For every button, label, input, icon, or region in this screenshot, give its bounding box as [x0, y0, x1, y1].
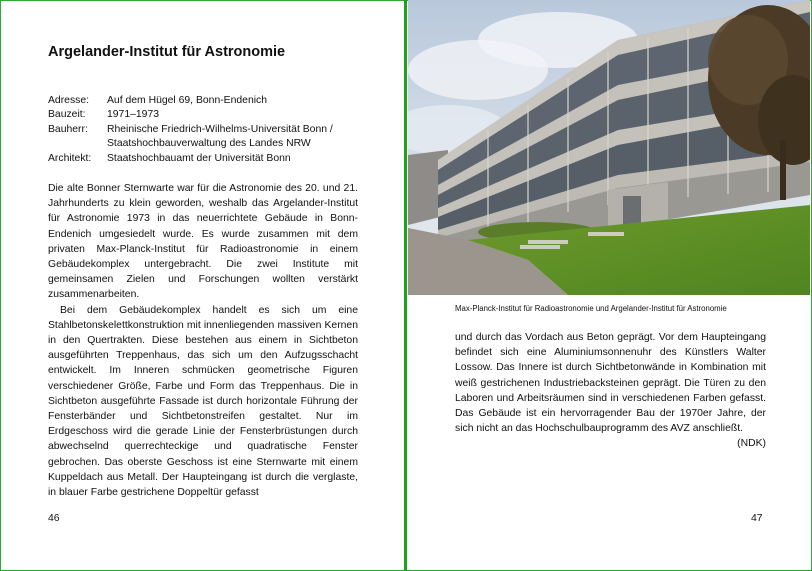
- fact-value: Auf dem Hügel 69, Bonn-Endenich: [107, 95, 268, 106]
- fact-row-client: [48, 123, 333, 152]
- fact-value: Rheinische Friedrich-Wilhelms-Universität Bonn / Staatshochbauverwaltung des Landes NRW: [107, 123, 333, 150]
- fact-label: Bauzeit:: [48, 109, 86, 121]
- fact-value: 1971–1973: [107, 109, 160, 121]
- fact-value: Staatshochbauamt der Universität Bonn: [107, 152, 291, 164]
- fact-label: Adresse:: [48, 95, 90, 106]
- right-body-text: [455, 330, 766, 452]
- building-photo: [408, 0, 810, 295]
- fact-row-construction-period: [48, 108, 333, 122]
- photo-caption: Max-Planck-Institut für Radioastronomie und Argelander-Institut für Astronomie: [455, 304, 727, 313]
- fact-label: Architekt:: [48, 152, 92, 164]
- book-spine: [404, 0, 407, 571]
- fact-row-address: [48, 94, 333, 108]
- left-page: [0, 0, 404, 571]
- fact-row-architect: [48, 152, 333, 166]
- body-paragraph: und durch das Vordach aus Beton geprägt. Vor dem Haupteingang befindet sich eine Aluminiumsonnenuhr des Künstlers Walter Lossow. Das Innere ist durch Sichtbetonwände in Kombination mit weiß gestrichenen Industriebacksteinen geprägt. Die Türen zu den Laboren und Arbeitsräumen sind in verschiedenen Farben gefasst. Das Gebäude ist ein hervorragender Bau der 1970er Jahre, der sich nicht an das Hochschulbauprogramm des AVZ anschließt.: [455, 332, 766, 435]
- left-body-text: [48, 181, 358, 500]
- fact-label: Bauherr:: [48, 123, 88, 135]
- page-number: 47: [751, 513, 763, 524]
- building-facts: [48, 94, 333, 166]
- body-paragraph: Die alte Bonner Sternwarte war für die Astronomie des 20. und 21. Jahrhunderts zu klein geworden, weshalb das Argelander-Institut für Astronomie 1973 in das neuerrichtete Gebäude in Bonn-Endenich umgesiedelt wurde. Es wurde zusammen mit dem privaten Max-Planck-Institut für Radioastronomie in einem Gebäudekomplex untergebracht. Die zwei Institute mit gemeinsamen Zielen und Forschungen wollten verstärkt zusammenarbeiten.: [48, 183, 358, 301]
- body-paragraph: Bei dem Gebäudekomplex handelt es sich um eine Stahlbetonskelettkonstruktion mit innenliegenden massiven Kernen in den Quertrakten. Diese bestehen aus einem in Sichtbeton ausgeführten Treppenhaus, das sich um den Aufzugsschacht entwickelt. Im Inneren schmücken geometrische Figuren verschiedener Größe, Farbe und Form das Treppenhaus. Die in Sichtbeton ausgeführte Fassade ist durch horizontale Führung der Fensterbänder und Sichtbetonstreifen gestaltet. Nur im Erdgeschoss wird die gerade Linie der Fensterbrüstungen durch abwechselnd querrechteckige und quadratische Fenster gebrochen. Das oberste Geschoss ist eine Sternwarte mit einem Kuppeldach aus Metall. Der Haupteingang ist durch die verglaste, in blauer Farbe gestrichene Doppeltür gefasst: [48, 304, 358, 499]
- page-number: 46: [48, 513, 60, 524]
- author-initials: (NDK): [737, 438, 766, 450]
- article-title: Argelander-Institut für Astronomie: [48, 44, 286, 60]
